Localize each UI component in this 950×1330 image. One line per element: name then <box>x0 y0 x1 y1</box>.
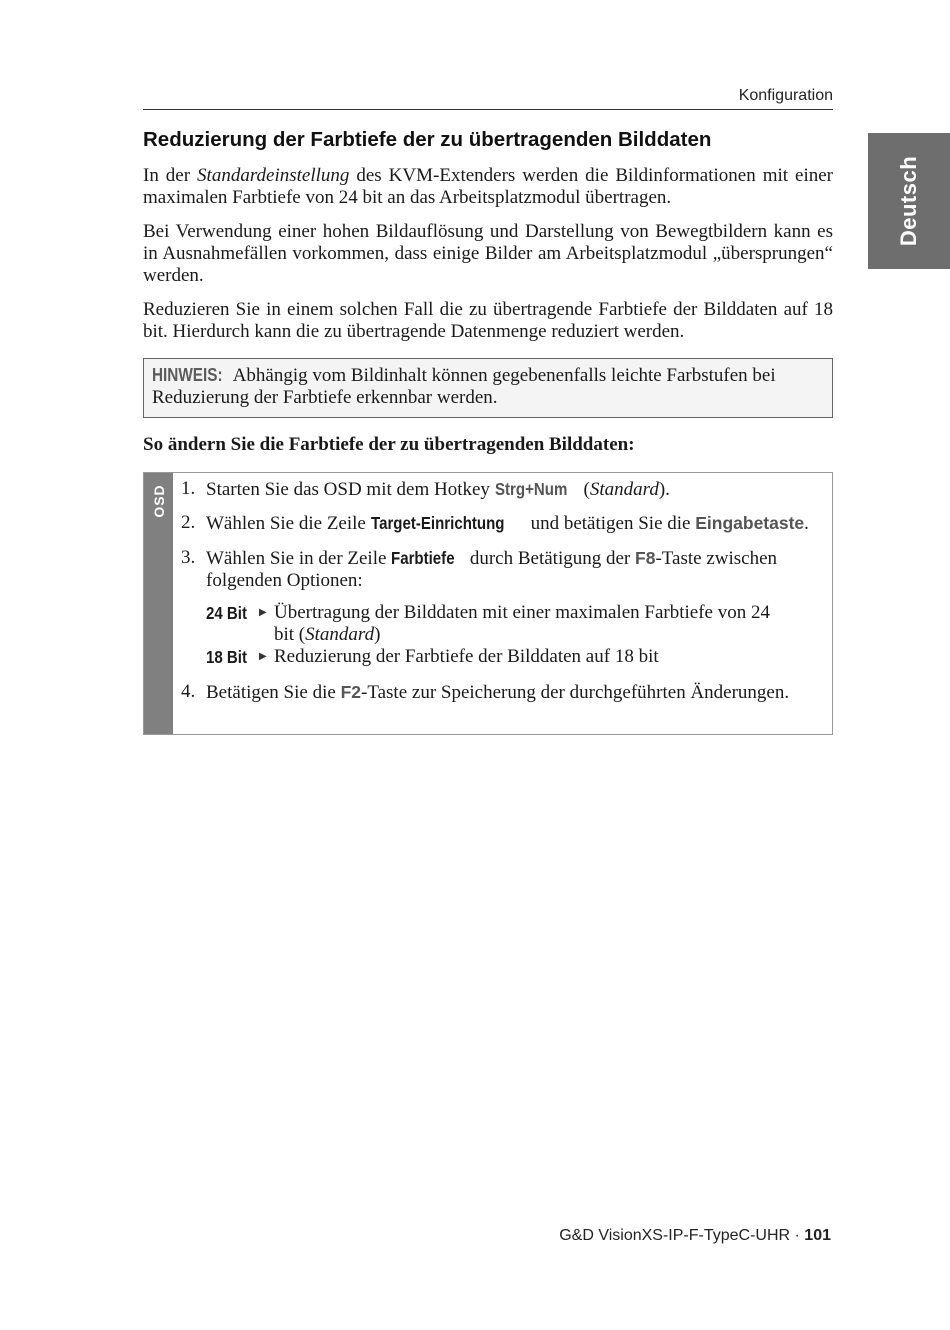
key-label: F2 <box>340 682 361 702</box>
paragraph-problem: Bei Verwendung einer hohen Bildauflösung und Darstellung von Bewegtbildern kann es in Ausnahmefällen vorkommen, dass einige Bilder am Arbeitsplatzmodul „übersprungen“ werden. <box>143 221 833 286</box>
note-text <box>152 364 828 409</box>
step-text-part: und betätigen Sie die <box>525 513 696 534</box>
page-footer <box>143 1227 831 1245</box>
option-desc-part: Reduzierung der Farbtiefe der Bilddaten auf 18 bit <box>274 646 659 667</box>
option-desc-part: ) <box>374 624 381 645</box>
language-tab <box>868 133 950 269</box>
step-text-part: Starten Sie das OSD mit dem Hotkey <box>206 479 495 500</box>
howto-heading: So ändern Sie die Farbtiefe der zu übertragenden Bilddaten: <box>143 434 635 455</box>
menu-item-label: Farbtiefe <box>391 548 455 568</box>
note-body: Abhängig vom Bildinhalt können gegebenenfalls leichte Farbstufen bei Reduzierung der Farbtiefe erkennbar werden. <box>152 365 776 408</box>
footer-product: G&D VisionXS-IP-F-TypeC-UHR · <box>559 1227 805 1244</box>
step-text <box>206 547 821 592</box>
paragraph-intro <box>143 165 833 209</box>
section-title: Reduzierung der Farbtiefe der zu übertragenden Bilddaten <box>143 128 712 151</box>
step-text <box>206 512 821 535</box>
header-rule <box>143 109 833 110</box>
step-text-part: -Taste zur Speicherung der durchgeführten Änderungen. <box>361 682 790 703</box>
option-description <box>274 602 794 646</box>
step-number: 4. <box>181 681 196 702</box>
paragraph-text: des KVM-Extenders werden die Bildinformationen mit einer maximalen Farbtiefe von 24 bit an das Arbeitsplatzmodul übertragen. <box>143 165 833 208</box>
option-desc-part: Übertragung der Bilddaten mit einer maximalen Farbtiefe von 24 bit ( <box>274 602 770 645</box>
menu-item-label: Target-Einrichtung <box>370 513 505 533</box>
paragraph-solution: Reduzieren Sie in einem solchen Fall die zu übertragende Farbtiefe der Bilddaten auf 18 bit. Hierdurch kann die zu übertragende Datenmenge reduziert werden. <box>143 299 833 342</box>
osd-sidebar <box>144 473 173 734</box>
running-header: Konfiguration <box>738 87 833 104</box>
option-description <box>274 646 794 668</box>
option-name: 24 Bit <box>206 603 247 623</box>
paragraph-italic: Standardeinstellung <box>197 165 350 186</box>
note-label: HINWEIS: <box>152 365 223 385</box>
triangle-right-icon: ▶ <box>259 651 267 662</box>
triangle-right-icon: ▶ <box>259 607 267 618</box>
step-text-part: Wählen Sie in der Zeile <box>206 548 392 569</box>
step-text <box>206 681 821 704</box>
option-name: 18 Bit <box>206 647 247 667</box>
note-box <box>143 358 833 418</box>
osd-sidebar-label: OSD <box>150 484 167 518</box>
step-italic: Standard <box>589 479 659 500</box>
step-text-part: -Taste zwischen folgenden Optionen: <box>206 548 778 591</box>
step-text-part: Betätigen Sie die <box>206 682 341 703</box>
step-number: 1. <box>181 478 196 499</box>
page-number: 101 <box>804 1227 831 1244</box>
language-tab-label: Deutsch <box>896 155 921 247</box>
hotkey-label: Strg+Num <box>494 479 568 499</box>
key-label: Eingabetaste <box>695 513 805 533</box>
option-desc-italic: Standard <box>305 624 375 645</box>
step-text <box>206 478 821 501</box>
key-label: F8 <box>635 548 656 568</box>
step-text-part: . <box>804 513 809 534</box>
step-text-part: ). <box>658 479 670 500</box>
paragraph-text: In der <box>143 165 198 186</box>
osd-instruction-box <box>143 472 833 735</box>
step-text-part: Wählen Sie die Zeile <box>206 513 371 534</box>
step-text-part: durch Betätigung der <box>465 548 635 569</box>
step-number: 3. <box>181 547 196 568</box>
step-text-part: ( <box>578 479 590 500</box>
step-number: 2. <box>181 512 196 533</box>
